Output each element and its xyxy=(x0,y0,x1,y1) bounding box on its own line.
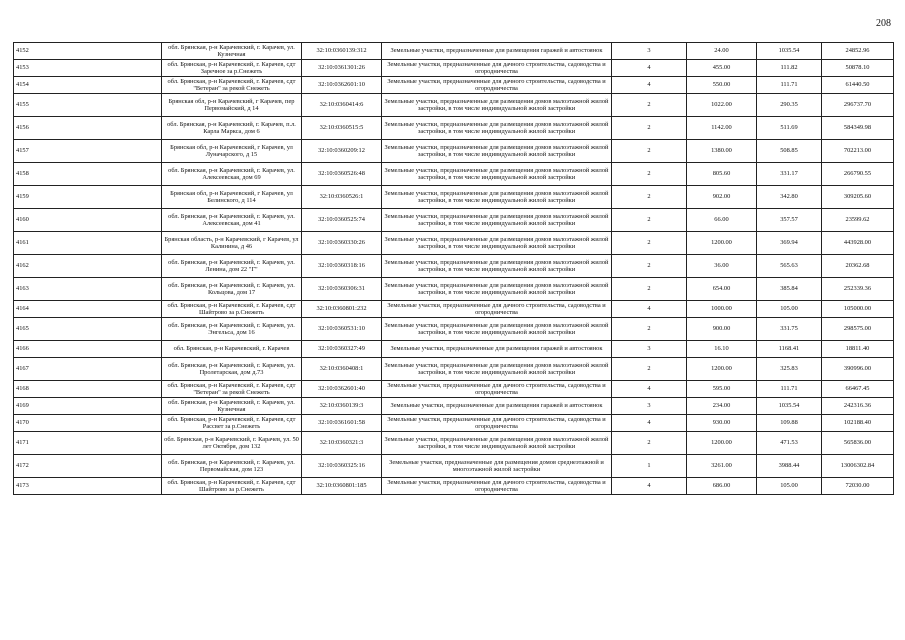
row-id: 4152 xyxy=(14,43,162,60)
row-cadastral-number: 32:10:0360414:6 xyxy=(302,94,382,117)
row-address: обл. Брянская, р-н Карачевский, г. Карачев, ул. Кузнечная xyxy=(162,398,302,415)
row-land-use: Земельные участки, предназначенные для дачного строительства, садоводства и огородничества xyxy=(382,415,612,432)
row-land-use: Земельные участки, предназначенные для размещения домов малоэтажной жилой застройки, в том числе индивидуальной жилой застройки xyxy=(382,163,612,186)
row-group: 4 xyxy=(612,301,687,318)
row-cadastral-value: 66467.45 xyxy=(822,381,894,398)
row-land-use: Земельные участки, предназначенные для размещения домов малоэтажной жилой застройки, в том числе индивидуальной жилой застройки xyxy=(382,432,612,455)
row-area: 234.00 xyxy=(687,398,757,415)
table-row xyxy=(14,94,894,117)
row-address: обл. Брянская, р-н Карачевский, г. Карачев, сдт "Ветеран" за рекой Снежеть xyxy=(162,381,302,398)
row-area: 930.00 xyxy=(687,415,757,432)
row-specific-value: 511.69 xyxy=(757,117,822,140)
row-cadastral-number: 32:10:0360515:5 xyxy=(302,117,382,140)
row-specific-value: 331.75 xyxy=(757,318,822,341)
row-id: 4172 xyxy=(14,455,162,478)
row-cadastral-value: 702213.00 xyxy=(822,140,894,163)
row-land-use: Земельные участки, предназначенные для размещения домов малоэтажной жилой застройки, в том числе индивидуальной жилой застройки xyxy=(382,232,612,255)
row-id: 4167 xyxy=(14,358,162,381)
row-id: 4164 xyxy=(14,301,162,318)
row-cadastral-number: 32:10:0362601:40 xyxy=(302,381,382,398)
row-id: 4157 xyxy=(14,140,162,163)
row-area: 654.00 xyxy=(687,278,757,301)
row-specific-value: 111.71 xyxy=(757,381,822,398)
row-address: обл. Брянская, р-н Карачевский, г. Карачев, сдт Шайтрово за р.Снежеть xyxy=(162,478,302,495)
row-address: обл. Брянская, р-н Карачевский, г. Карачев, ул. Кузнечная xyxy=(162,43,302,60)
row-area: 1142.00 xyxy=(687,117,757,140)
table-row xyxy=(14,478,894,495)
row-area: 805.60 xyxy=(687,163,757,186)
row-cadastral-number: 32:10:0360209:12 xyxy=(302,140,382,163)
row-land-use: Земельные участки, предназначенные для дачного строительства, садоводства и огородничества xyxy=(382,60,612,77)
table-row xyxy=(14,163,894,186)
row-address: обл. Брянская, р-н Карачевский, г. Карачев, ул. Ленина, дом 22 "Г" xyxy=(162,255,302,278)
row-specific-value: 357.57 xyxy=(757,209,822,232)
row-land-use: Земельные участки, предназначенные для размещения домов малоэтажной жилой застройки, в том числе индивидуальной жилой застройки xyxy=(382,117,612,140)
row-id: 4156 xyxy=(14,117,162,140)
row-cadastral-value: 102188.40 xyxy=(822,415,894,432)
row-cadastral-value: 296737.70 xyxy=(822,94,894,117)
table-row xyxy=(14,140,894,163)
row-address: Брянская область, р-н Карачевский, г Карачев, ул Калинина, д 46 xyxy=(162,232,302,255)
row-group: 3 xyxy=(612,43,687,60)
table-row xyxy=(14,278,894,301)
row-area: 902.00 xyxy=(687,186,757,209)
row-area: 36.00 xyxy=(687,255,757,278)
row-specific-value: 471.53 xyxy=(757,432,822,455)
row-area: 1200.00 xyxy=(687,358,757,381)
row-address: обл. Брянская, р-н Карачевский, г. Карачев, ул. Пролетарская, дом д.73 xyxy=(162,358,302,381)
row-address: обл. Брянская, р-н Карачевский, г. Карачев, сдт Шайтрово за р.Снежеть xyxy=(162,301,302,318)
row-cadastral-value: 72030.00 xyxy=(822,478,894,495)
row-cadastral-number: 32:10:0360531:10 xyxy=(302,318,382,341)
row-cadastral-number: 32:10:0362601:10 xyxy=(302,77,382,94)
table-row xyxy=(14,232,894,255)
row-cadastral-number: 32:10:0360139:312 xyxy=(302,43,382,60)
row-id: 4163 xyxy=(14,278,162,301)
table-body xyxy=(14,43,894,495)
row-group: 3 xyxy=(612,341,687,358)
row-group: 2 xyxy=(612,186,687,209)
row-cadastral-value: 309205.60 xyxy=(822,186,894,209)
row-cadastral-number: 32:10:0360801:185 xyxy=(302,478,382,495)
table-row xyxy=(14,455,894,478)
table-row xyxy=(14,77,894,94)
row-address: обл. Брянская, р-н Карачевский, г. Карачев, ул. Энгельса, дом 16 xyxy=(162,318,302,341)
row-land-use: Земельные участки, предназначенные для размещения гаражей и автостоянок xyxy=(382,341,612,358)
row-land-use: Земельные участки, предназначенные для размещения гаражей и автостоянок xyxy=(382,43,612,60)
row-address: обл. Брянская, р-н Карачевский, г. Карачев, сдт "Ветеран" за рекой Снежеть xyxy=(162,77,302,94)
row-land-use: Земельные участки, предназначенные для дачного строительства, садоводства и огородничества xyxy=(382,77,612,94)
row-address: обл. Брянская, р-н Карачевский, г. Карачев xyxy=(162,341,302,358)
row-group: 4 xyxy=(612,478,687,495)
row-specific-value: 111.71 xyxy=(757,77,822,94)
row-area: 66.00 xyxy=(687,209,757,232)
row-group: 2 xyxy=(612,94,687,117)
row-cadastral-value: 242316.36 xyxy=(822,398,894,415)
row-cadastral-value: 584349.98 xyxy=(822,117,894,140)
table-row xyxy=(14,381,894,398)
row-group: 4 xyxy=(612,415,687,432)
row-id: 4171 xyxy=(14,432,162,455)
row-specific-value: 508.85 xyxy=(757,140,822,163)
row-address: обл. Брянская, р-н Карачевский, г. Карачев, ул. Кольцова, дом 17 xyxy=(162,278,302,301)
table-row xyxy=(14,209,894,232)
row-id: 4170 xyxy=(14,415,162,432)
row-cadastral-value: 252339.36 xyxy=(822,278,894,301)
row-area: 686.00 xyxy=(687,478,757,495)
row-id: 4162 xyxy=(14,255,162,278)
row-address: обл. Брянская, р-н Карачевский, г. Карачев, ул. Первомайская, дом 123 xyxy=(162,455,302,478)
table-row xyxy=(14,255,894,278)
row-land-use: Земельные участки, предназначенные для размещения домов малоэтажной жилой застройки, в том числе индивидуальной жилой застройки xyxy=(382,140,612,163)
row-land-use: Земельные участки, предназначенные для размещения домов среднеэтажной и многоэтажной жилой застройки xyxy=(382,455,612,478)
row-cadastral-value: 18811.40 xyxy=(822,341,894,358)
row-id: 4166 xyxy=(14,341,162,358)
row-specific-value: 1035.54 xyxy=(757,43,822,60)
row-cadastral-value: 20362.68 xyxy=(822,255,894,278)
row-area: 900.00 xyxy=(687,318,757,341)
row-id: 4173 xyxy=(14,478,162,495)
table-row xyxy=(14,358,894,381)
row-id: 4153 xyxy=(14,60,162,77)
row-specific-value: 109.88 xyxy=(757,415,822,432)
row-area: 1380.00 xyxy=(687,140,757,163)
table-row xyxy=(14,43,894,60)
row-id: 4158 xyxy=(14,163,162,186)
row-group: 2 xyxy=(612,255,687,278)
table-row xyxy=(14,60,894,77)
row-land-use: Земельные участки, предназначенные для дачного строительства, садоводства и огородничества xyxy=(382,478,612,495)
row-address: Брянская обл, р-н Карачевский, г Карачев, ул Луначарского, д 15 xyxy=(162,140,302,163)
row-specific-value: 3988.44 xyxy=(757,455,822,478)
row-cadastral-number: 32:10:0360139:3 xyxy=(302,398,382,415)
row-cadastral-number: 32:10:0360526:1 xyxy=(302,186,382,209)
row-cadastral-value: 298575.00 xyxy=(822,318,894,341)
row-id: 4159 xyxy=(14,186,162,209)
row-cadastral-value: 390996.00 xyxy=(822,358,894,381)
row-group: 4 xyxy=(612,60,687,77)
table-row xyxy=(14,318,894,341)
row-land-use: Земельные участки, предназначенные для размещения домов малоэтажной жилой застройки, в том числе индивидуальной жилой застройки xyxy=(382,94,612,117)
row-group: 1 xyxy=(612,455,687,478)
table-row xyxy=(14,432,894,455)
row-cadastral-number: 32:10:0360321:3 xyxy=(302,432,382,455)
row-area: 595.00 xyxy=(687,381,757,398)
row-group: 2 xyxy=(612,432,687,455)
row-cadastral-value: 266790.55 xyxy=(822,163,894,186)
row-specific-value: 342.80 xyxy=(757,186,822,209)
row-area: 1000.00 xyxy=(687,301,757,318)
row-group: 4 xyxy=(612,381,687,398)
row-cadastral-number: 32:10:0360801:232 xyxy=(302,301,382,318)
row-land-use: Земельные участки, предназначенные для размещения домов малоэтажной жилой застройки, в том числе индивидуальной жилой застройки xyxy=(382,358,612,381)
row-land-use: Земельные участки, предназначенные для размещения домов малоэтажной жилой застройки, в том числе индивидуальной жилой застройки xyxy=(382,186,612,209)
table-row xyxy=(14,117,894,140)
row-group: 2 xyxy=(612,318,687,341)
row-area: 550.00 xyxy=(687,77,757,94)
row-group: 2 xyxy=(612,163,687,186)
row-specific-value: 105.00 xyxy=(757,478,822,495)
row-cadastral-value: 13006302.84 xyxy=(822,455,894,478)
row-address: Брянская обл, р-н Карачевский, г Карачев, пер Первомайский, д 14 xyxy=(162,94,302,117)
row-specific-value: 331.17 xyxy=(757,163,822,186)
row-cadastral-value: 23599.62 xyxy=(822,209,894,232)
row-area: 1200.00 xyxy=(687,232,757,255)
row-group: 2 xyxy=(612,358,687,381)
row-land-use: Земельные участки, предназначенные для размещения домов малоэтажной жилой застройки, в том числе индивидуальной жилой застройки xyxy=(382,278,612,301)
table-row xyxy=(14,415,894,432)
row-id: 4161 xyxy=(14,232,162,255)
row-cadastral-number: 32:10:0360318:16 xyxy=(302,255,382,278)
table-row xyxy=(14,398,894,415)
row-group: 2 xyxy=(612,278,687,301)
row-land-use: Земельные участки, предназначенные для размещения домов малоэтажной жилой застройки, в том числе индивидуальной жилой застройки xyxy=(382,209,612,232)
row-area: 455.00 xyxy=(687,60,757,77)
row-area: 3261.00 xyxy=(687,455,757,478)
row-cadastral-value: 24852.96 xyxy=(822,43,894,60)
row-address: обл. Брянская, р-н Карачевский, г. Карачев, сдт Рассвет за р.Снежеть xyxy=(162,415,302,432)
row-address: обл. Брянская, р-н Карачевский, г. Карачев, ул. 50 лет Октября, дом 132 xyxy=(162,432,302,455)
row-specific-value: 385.84 xyxy=(757,278,822,301)
row-specific-value: 565.63 xyxy=(757,255,822,278)
row-address: обл. Брянская, р-н Карачевский, г. Карачев, ул. Алексеевская, дом 41 xyxy=(162,209,302,232)
row-id: 4155 xyxy=(14,94,162,117)
row-specific-value: 369.94 xyxy=(757,232,822,255)
row-specific-value: 325.83 xyxy=(757,358,822,381)
row-group: 2 xyxy=(612,209,687,232)
row-id: 4165 xyxy=(14,318,162,341)
table-row xyxy=(14,341,894,358)
cadastral-value-table xyxy=(13,42,894,495)
row-cadastral-number: 32:10:0360408:1 xyxy=(302,358,382,381)
row-cadastral-number: 32:10:0360330:26 xyxy=(302,232,382,255)
row-area: 1200.00 xyxy=(687,432,757,455)
row-id: 4168 xyxy=(14,381,162,398)
page-number: 208 xyxy=(876,18,891,29)
row-group: 4 xyxy=(612,77,687,94)
row-address: обл. Брянская, р-н Карачевский, г. Карачев, п.л. Карла Маркса, дом 6 xyxy=(162,117,302,140)
row-area: 24.00 xyxy=(687,43,757,60)
row-id: 4169 xyxy=(14,398,162,415)
row-cadastral-number: 32:10:0360525:74 xyxy=(302,209,382,232)
row-cadastral-value: 565836.00 xyxy=(822,432,894,455)
table-row xyxy=(14,301,894,318)
row-group: 2 xyxy=(612,140,687,163)
row-cadastral-number: 32:10:0360325:16 xyxy=(302,455,382,478)
row-cadastral-value: 105000.00 xyxy=(822,301,894,318)
row-group: 2 xyxy=(612,232,687,255)
row-cadastral-number: 32:10:0360526:48 xyxy=(302,163,382,186)
row-address: Брянская обл, р-н Карачевский, г Карачев, ул Белинского, д 114 xyxy=(162,186,302,209)
row-specific-value: 105.00 xyxy=(757,301,822,318)
row-cadastral-number: 32:10:0361601:58 xyxy=(302,415,382,432)
row-land-use: Земельные участки, предназначенные для размещения гаражей и автостоянок xyxy=(382,398,612,415)
row-specific-value: 1035.54 xyxy=(757,398,822,415)
row-cadastral-number: 32:10:0361301:26 xyxy=(302,60,382,77)
row-id: 4160 xyxy=(14,209,162,232)
row-specific-value: 1168.41 xyxy=(757,341,822,358)
row-cadastral-value: 50878.10 xyxy=(822,60,894,77)
row-cadastral-value: 61440.50 xyxy=(822,77,894,94)
row-cadastral-number: 32:10:0360306:31 xyxy=(302,278,382,301)
row-specific-value: 290.35 xyxy=(757,94,822,117)
row-group: 2 xyxy=(612,117,687,140)
row-specific-value: 111.82 xyxy=(757,60,822,77)
row-cadastral-value: 443928.00 xyxy=(822,232,894,255)
row-land-use: Земельные участки, предназначенные для размещения домов малоэтажной жилой застройки, в том числе индивидуальной жилой застройки xyxy=(382,318,612,341)
row-id: 4154 xyxy=(14,77,162,94)
row-group: 3 xyxy=(612,398,687,415)
row-land-use: Земельные участки, предназначенные для дачного строительства, садоводства и огородничества xyxy=(382,381,612,398)
row-area: 16.10 xyxy=(687,341,757,358)
table-row xyxy=(14,186,894,209)
row-land-use: Земельные участки, предназначенные для размещения домов малоэтажной жилой застройки, в том числе индивидуальной жилой застройки xyxy=(382,255,612,278)
row-address: обл. Брянская, р-н Карачевский, г. Карачев, сдт Заречное за р.Снежеть xyxy=(162,60,302,77)
row-land-use: Земельные участки, предназначенные для дачного строительства, садоводства и огородничества xyxy=(382,301,612,318)
row-address: обл. Брянская, р-н Карачевский, г. Карачев, ул. Алексеевская, дом 69 xyxy=(162,163,302,186)
row-cadastral-number: 32:10:0360327:49 xyxy=(302,341,382,358)
row-area: 1022.00 xyxy=(687,94,757,117)
